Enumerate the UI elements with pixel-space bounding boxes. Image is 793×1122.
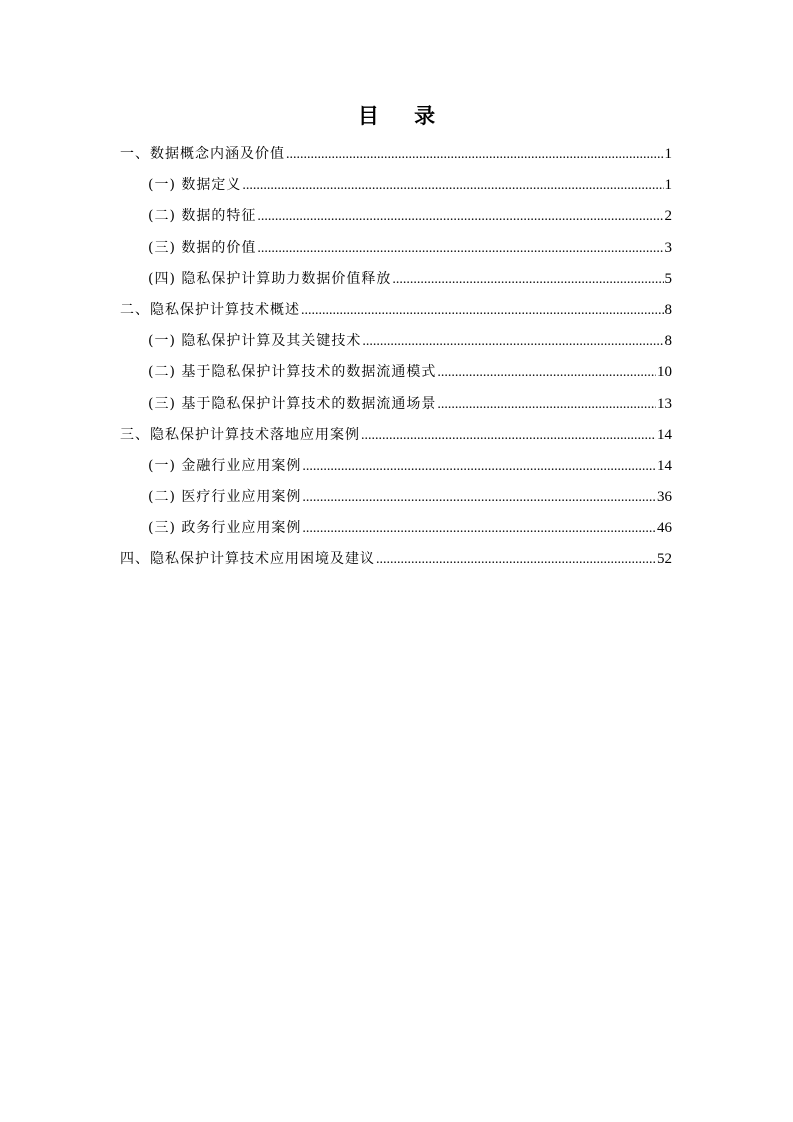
toc-leader-dots bbox=[302, 455, 656, 479]
toc-leader-dots bbox=[301, 299, 664, 323]
toc-entry-label: (一) 金融行业应用案例 bbox=[148, 457, 302, 474]
toc-leader-dots bbox=[437, 393, 656, 417]
toc-entry[interactable] bbox=[120, 516, 672, 547]
table-of-contents bbox=[120, 142, 672, 579]
toc-entry-label: (三) 政务行业应用案例 bbox=[148, 520, 302, 537]
toc-entry-label: (一) 数据定义 bbox=[148, 177, 242, 194]
toc-entry[interactable] bbox=[120, 329, 672, 360]
toc-page-number: 36 bbox=[657, 489, 672, 506]
toc-leader-dots bbox=[437, 361, 656, 385]
toc-entry[interactable] bbox=[120, 298, 672, 329]
toc-entry-label: (三) 基于隐私保护计算技术的数据流通场景 bbox=[148, 395, 437, 412]
toc-entry[interactable] bbox=[120, 173, 672, 204]
toc-page-number: 14 bbox=[657, 457, 672, 474]
toc-page-number: 52 bbox=[657, 551, 672, 568]
toc-page-number: 13 bbox=[657, 395, 672, 412]
toc-page-number: 2 bbox=[664, 208, 672, 225]
toc-entry[interactable] bbox=[120, 454, 672, 485]
toc-page-number: 8 bbox=[664, 333, 672, 350]
toc-leader-dots bbox=[361, 424, 656, 448]
toc-page-number: 5 bbox=[664, 270, 672, 287]
toc-entry[interactable] bbox=[120, 236, 672, 267]
toc-entry[interactable] bbox=[120, 142, 672, 173]
toc-title: 目 录 bbox=[357, 104, 450, 128]
toc-entry-label: (二) 数据的特征 bbox=[148, 208, 257, 225]
toc-page-number: 1 bbox=[664, 146, 672, 162]
toc-leader-dots bbox=[302, 486, 656, 510]
toc-entry-label: (三) 数据的价值 bbox=[148, 239, 257, 256]
toc-leader-dots bbox=[302, 517, 656, 541]
toc-entry-label: 一、数据概念内涵及价值 bbox=[120, 146, 285, 162]
toc-leader-dots bbox=[286, 143, 664, 167]
toc-leader-dots bbox=[257, 205, 663, 229]
toc-page-number: 3 bbox=[664, 239, 672, 256]
toc-entry-label: (四) 隐私保护计算助力数据价值释放 bbox=[148, 270, 392, 287]
toc-leader-dots bbox=[376, 548, 656, 572]
toc-entry[interactable] bbox=[120, 485, 672, 516]
toc-entry-label: (一) 隐私保护计算及其关键技术 bbox=[148, 333, 362, 350]
toc-leader-dots bbox=[362, 330, 663, 354]
toc-page-number: 8 bbox=[664, 301, 672, 318]
toc-entry[interactable] bbox=[120, 204, 672, 235]
toc-page-number: 10 bbox=[657, 364, 672, 381]
toc-entry-label: 二、隐私保护计算技术概述 bbox=[120, 301, 300, 318]
toc-entry[interactable] bbox=[120, 423, 672, 454]
toc-entry[interactable] bbox=[120, 360, 672, 391]
toc-entry-label: (二) 医疗行业应用案例 bbox=[148, 489, 302, 506]
toc-page-number: 14 bbox=[657, 426, 672, 443]
toc-entry-label: (二) 基于隐私保护计算技术的数据流通模式 bbox=[148, 364, 437, 381]
toc-leader-dots bbox=[257, 237, 663, 261]
toc-entry-label: 三、隐私保护计算技术落地应用案例 bbox=[120, 426, 360, 443]
toc-leader-dots bbox=[242, 174, 663, 198]
toc-entry[interactable] bbox=[120, 547, 672, 578]
toc-page-number: 46 bbox=[657, 520, 672, 537]
toc-entry[interactable] bbox=[120, 392, 672, 423]
toc-leader-dots bbox=[392, 268, 663, 292]
toc-page-number: 1 bbox=[664, 177, 672, 194]
toc-entry[interactable] bbox=[120, 267, 672, 298]
toc-entry-label: 四、隐私保护计算技术应用困境及建议 bbox=[120, 551, 375, 568]
